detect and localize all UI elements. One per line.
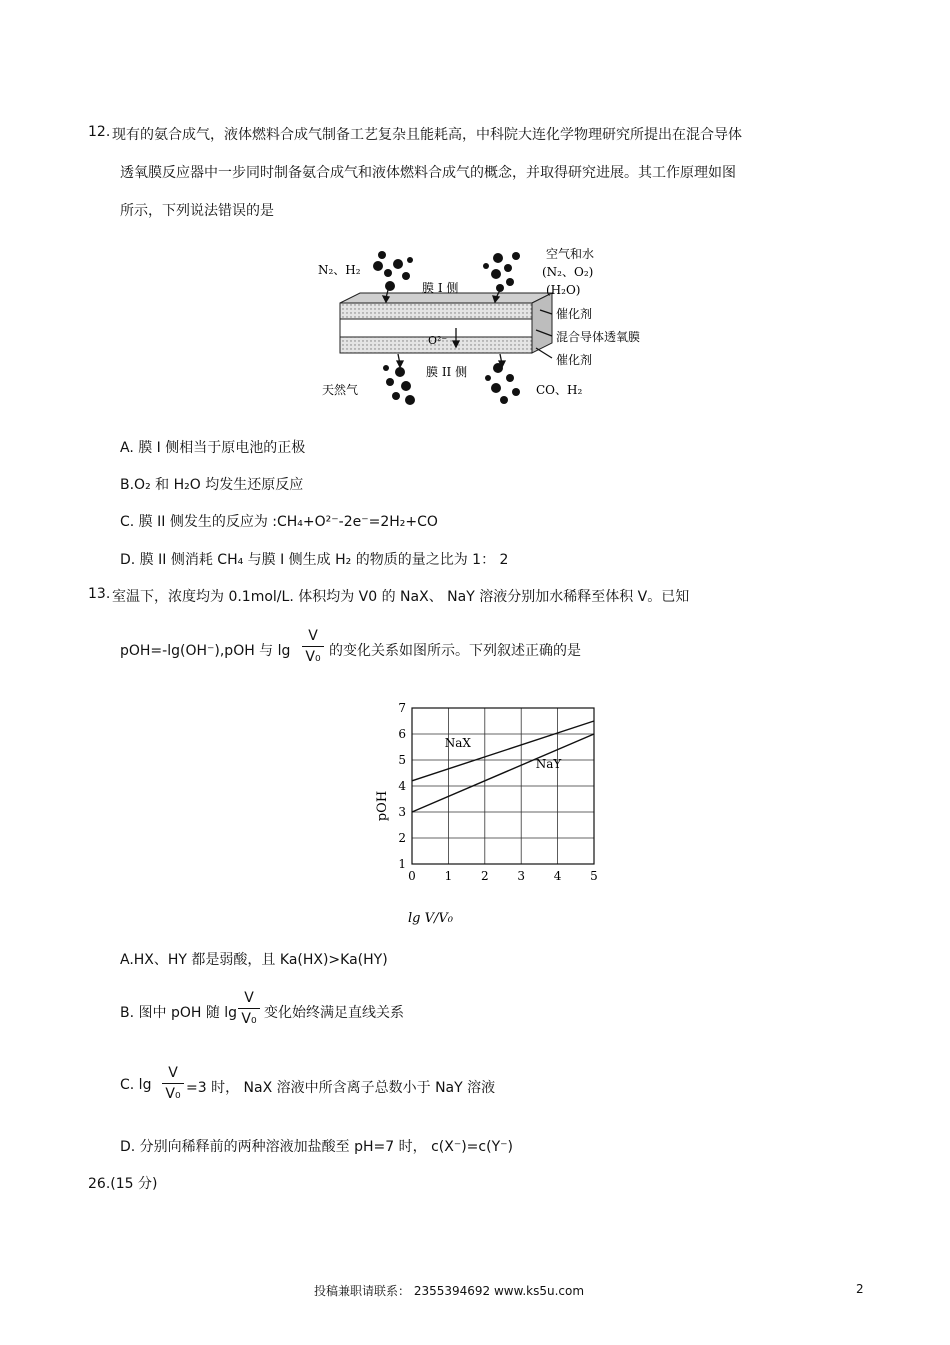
q12-stem-line3: 所示，下列说法错误的是: [120, 203, 274, 219]
q12-number: 12.: [88, 124, 111, 140]
label-co-h2: CO、H₂: [536, 383, 583, 397]
series-line-nax: [412, 721, 594, 781]
y-tick-label: 1: [398, 857, 406, 871]
q13-stem-line1: 室温下，浓度均为 0.1mol/L. 体积均为 V0 的 NaX、 NaY 溶液分别加水稀释至体积 V。已知: [112, 589, 690, 605]
y-tick-label: 4: [398, 779, 406, 793]
fraction-v-v0-c: V V₀: [162, 1065, 184, 1102]
poh-chart: [360, 700, 610, 926]
y-tick-label: 6: [398, 727, 406, 741]
y-tick-label: 5: [398, 753, 406, 767]
q26-label: 26.(15 分): [88, 1176, 158, 1192]
label-membrane: 混合导体透氧膜: [556, 330, 641, 344]
q12-stem-line1: 现有的氨合成气，液体燃料合成气制备工艺复杂且能耗高，中科院大连化学物理研究所提出在混合导体: [112, 127, 742, 143]
chart-xlabel: lg V/V₀: [408, 911, 453, 926]
label-h2o: (H₂O): [546, 283, 581, 297]
q12-option-b: B.O₂ 和 H₂O 均发生还原反应: [120, 477, 304, 493]
x-tick-label: 4: [553, 869, 562, 883]
label-n2-h2: N₂、H₂: [318, 263, 361, 277]
q13-number: 13.: [88, 586, 111, 602]
x-tick-label: 0: [408, 869, 416, 883]
label-natural-gas: 天然气: [322, 383, 359, 397]
q13-stem-line2-a: pOH=-lg(OH⁻),pOH 与 lg: [120, 643, 291, 659]
label-n2-o2: (N₂、O₂): [542, 265, 594, 279]
membrane-diagram: [310, 240, 680, 418]
x-tick-label: 3: [517, 869, 526, 883]
q12-option-a: A. 膜 I 侧相当于原电池的正极: [120, 440, 306, 456]
q13-option-c-a: C. lg: [120, 1077, 152, 1093]
label-side-1: 膜 I 侧: [422, 281, 459, 295]
q12-option-c: C. 膜 II 侧发生的反应为 :CH₄+O²⁻-2e⁻=2H₂+CO: [120, 514, 438, 530]
page-number: 2: [856, 1282, 864, 1296]
x-tick-label: 1: [444, 869, 453, 883]
chart-ylabel: pOH: [375, 790, 390, 822]
y-tick-label: 3: [398, 805, 406, 819]
q13-option-c-b: =3 时， NaX 溶液中所含离子总数小于 NaY 溶液: [186, 1080, 496, 1096]
molecules-top-right-icon: [483, 252, 520, 292]
molecules-bottom-left-icon: [383, 365, 415, 405]
label-oxide-ion: O²⁻: [428, 334, 448, 347]
x-tick-label: 5: [590, 869, 598, 883]
q12-option-d: D. 膜 II 侧消耗 CH₄ 与膜 I 侧生成 H₂ 的物质的量之比为 1： 2: [120, 552, 509, 568]
series-line-nay: [412, 734, 594, 812]
footer-contact: 投稿兼职请联系： 2355394692 www.ks5u.com: [314, 1284, 585, 1298]
label-catalyst-top: 催化剂: [556, 307, 593, 321]
label-catalyst-bottom: 催化剂: [556, 353, 593, 367]
q13-option-a: A.HX、HY 都是弱酸，且 Ka(HX)>Ka(HY): [120, 952, 388, 968]
q13-option-d: D. 分别向稀释前的两种溶液加盐酸至 pH=7 时， c(X⁻)=c(Y⁻): [120, 1139, 513, 1155]
fraction-v-v0: V V₀: [302, 628, 324, 665]
molecules-bottom-right-icon: [485, 363, 520, 404]
q13-stem-line2-b: 的变化关系如图所示。下列叙述正确的是: [329, 643, 581, 659]
label-air-water: 空气和水: [546, 247, 595, 261]
label-side-2: 膜 II 侧: [426, 365, 468, 379]
x-tick-label: 2: [480, 869, 489, 883]
q13-option-b-b: 变化始终满足直线关系: [264, 1005, 404, 1021]
series-label-nay: NaY: [535, 756, 562, 771]
series-label-nax: NaX: [444, 736, 471, 750]
q13-option-b-a: B. 图中 pOH 随 lg: [120, 1005, 238, 1021]
y-tick-label: 7: [398, 701, 406, 715]
q12-stem-line2: 透氧膜反应器中一步同时制备氨合成气和液体燃料合成气的概念，并取得研究进展。其工作原理如图: [120, 165, 736, 181]
fraction-v-v0-b: V V₀: [238, 990, 260, 1027]
molecules-top-left-icon: [373, 251, 413, 291]
y-tick-label: 2: [398, 831, 406, 845]
